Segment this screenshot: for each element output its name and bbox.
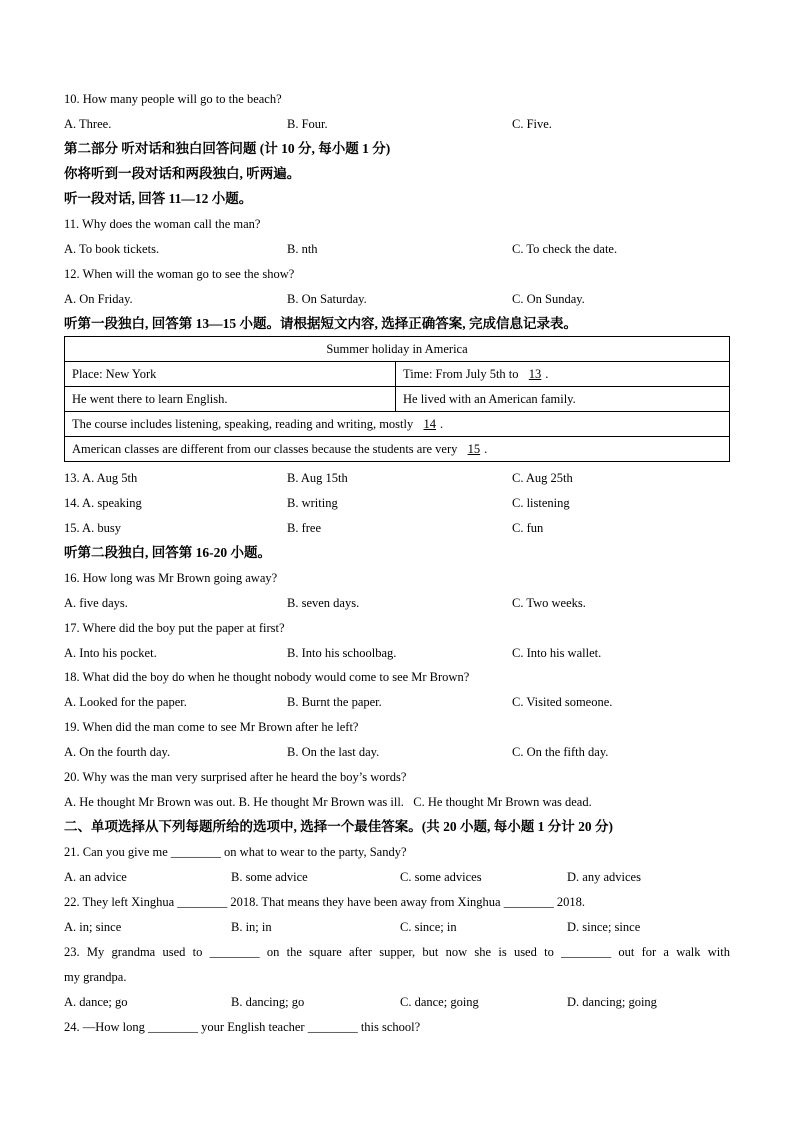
option-a: A. dance; go — [64, 995, 128, 1009]
question-15-options — [64, 520, 730, 536]
question-18-stem: 18. What did the boy do when he thought nobody would come to see Mr Brown? — [64, 670, 470, 684]
option-b: B. nth — [287, 242, 318, 256]
question-19-stem: 19. When did the man come to see Mr Brown after he left? — [64, 720, 359, 734]
blank-15: 15 — [467, 441, 481, 456]
question-17-stem: 17. Where did the boy put the paper at first? — [64, 621, 285, 635]
table-title: Summer holiday in America — [65, 337, 730, 362]
stem-part2: but now she is used to ________ out for a walk with — [422, 945, 730, 959]
option-a: A. On the fourth day. — [64, 745, 171, 759]
course-prefix: The course includes listening, speaking, reading and writing, mostly — [72, 416, 414, 431]
option-a: A. Three. — [64, 117, 112, 131]
option-c: C. fun — [512, 521, 544, 535]
question-20-stem: 20. Why was the man very surprised after he heard the boy’s words? — [64, 770, 407, 784]
question-12-options — [64, 291, 730, 307]
option-c: C. Two weeks. — [512, 596, 586, 610]
option-c: C. Aug 25th — [512, 471, 573, 485]
question-23-stem-line1 — [64, 944, 730, 960]
option-b: B. On Saturday. — [287, 292, 367, 306]
option-b: B. in; in — [231, 920, 272, 934]
option-a: A. in; since — [64, 920, 122, 934]
option-a: A. five days. — [64, 596, 128, 610]
option-d: D. dancing; going — [567, 995, 657, 1009]
option-b: B. writing — [287, 496, 338, 510]
question-13-options — [64, 470, 730, 486]
section2-title: 二、单项选择从下列每题所给的选项中, 选择一个最佳答案。(共 20 小题, 每小题 1 分计 20 分) — [64, 819, 613, 834]
question-23-options — [64, 994, 730, 1010]
option-c: C. Visited someone. — [512, 695, 613, 709]
question-21-options — [64, 869, 730, 885]
question-14-options — [64, 495, 730, 511]
classes-prefix: American classes are different from our classes because the students are very — [72, 441, 458, 456]
option-b: B. Burnt the paper. — [287, 695, 382, 709]
question-11-options — [64, 241, 730, 257]
question-16-stem: 16. How long was Mr Brown going away? — [64, 571, 278, 585]
option-b: B. dancing; go — [231, 995, 305, 1009]
time-prefix: Time: From July 5th to — [403, 366, 519, 381]
blank-13: 13 — [528, 366, 542, 381]
option-c: C. To check the date. — [512, 242, 618, 256]
question-16-options — [64, 595, 730, 611]
option-b: B. Aug 15th — [287, 471, 348, 485]
monologue1-instruction: 听第一段独白, 回答第 13—15 小题。请根据短文内容, 选择正确答案, 完成信息记录表。 — [64, 316, 577, 331]
monologue2-instruction: 听第二段独白, 回答第 16-20 小题。 — [64, 545, 271, 560]
option-b: B. Into his schoolbag. — [287, 646, 397, 660]
question-12-stem: 12. When will the woman go to see the show? — [64, 267, 295, 281]
option-c: C. Into his wallet. — [512, 646, 602, 660]
option-a: A. Looked for the paper. — [64, 695, 187, 709]
blank-14: 14 — [423, 416, 436, 431]
option-a: A. On Friday. — [64, 292, 133, 306]
dialog1-instruction: 听一段对话, 回答 11—12 小题。 — [64, 191, 253, 206]
table-time: Time: From July 5th to 13 . — [396, 362, 730, 387]
option-b: B. seven days. — [287, 596, 360, 610]
option-a: 15. A. busy — [64, 521, 121, 535]
question-19-options — [64, 744, 730, 760]
table-lived: He lived with an American family. — [396, 387, 730, 412]
option-c: C. On Sunday. — [512, 292, 585, 306]
option-b: B. Four. — [287, 117, 328, 131]
question-23-stem-line2: my grandpa. — [64, 970, 127, 984]
option-c: C. dance; going — [400, 995, 479, 1009]
option-a: 13. A. Aug 5th — [64, 471, 138, 485]
option-b: B. free — [287, 521, 322, 535]
part2-instruction: 你将听到一段对话和两段独白, 听两遍。 — [64, 166, 301, 181]
question-17-options — [64, 645, 730, 661]
option-a: A. To book tickets. — [64, 242, 160, 256]
question-22-options — [64, 919, 730, 935]
question-20-options: A. He thought Mr Brown was out. B. He thought Mr Brown was ill. C. He thought Mr Brown was dead. — [64, 795, 592, 809]
option-b: B. On the last day. — [287, 745, 380, 759]
option-d: D. any advices — [567, 870, 641, 884]
info-record-table — [64, 336, 730, 462]
option-b: B. some advice — [231, 870, 308, 884]
option-d: D. since; since — [567, 920, 641, 934]
part2-title: 第二部分 听对话和独白回答问题 (计 10 分, 每小题 1 分) — [64, 141, 391, 156]
question-22-stem: 22. They left Xinghua ________ 2018. That means they have been away from Xinghua ________ 2018. — [64, 895, 585, 909]
table-went: He went there to learn English. — [65, 387, 396, 412]
option-a: 14. A. speaking — [64, 496, 142, 510]
option-c: C. On the fifth day. — [512, 745, 609, 759]
stem-part1: 23. My grandma used to ________ on the square after supper, — [64, 945, 416, 959]
option-c: C. since; in — [400, 920, 457, 934]
question-24-stem: 24. —How long ________ your English teacher ________ this school? — [64, 1020, 421, 1034]
question-10-stem: 10. How many people will go to the beach? — [64, 92, 282, 106]
option-c: C. Five. — [512, 117, 552, 131]
question-18-options — [64, 694, 730, 710]
table-course: The course includes listening, speaking, reading and writing, mostly 14 . — [65, 412, 730, 437]
question-10-options — [64, 116, 730, 132]
option-a: A. Into his pocket. — [64, 646, 157, 660]
option-a: A. an advice — [64, 870, 127, 884]
table-classes: American classes are different from our classes because the students are very 15 . — [65, 437, 730, 462]
question-11-stem: 11. Why does the woman call the man? — [64, 217, 261, 231]
question-21-stem: 21. Can you give me ________ on what to wear to the party, Sandy? — [64, 845, 407, 859]
option-c: C. listening — [512, 496, 570, 510]
option-c: C. some advices — [400, 870, 482, 884]
table-place: Place: New York — [65, 362, 396, 387]
